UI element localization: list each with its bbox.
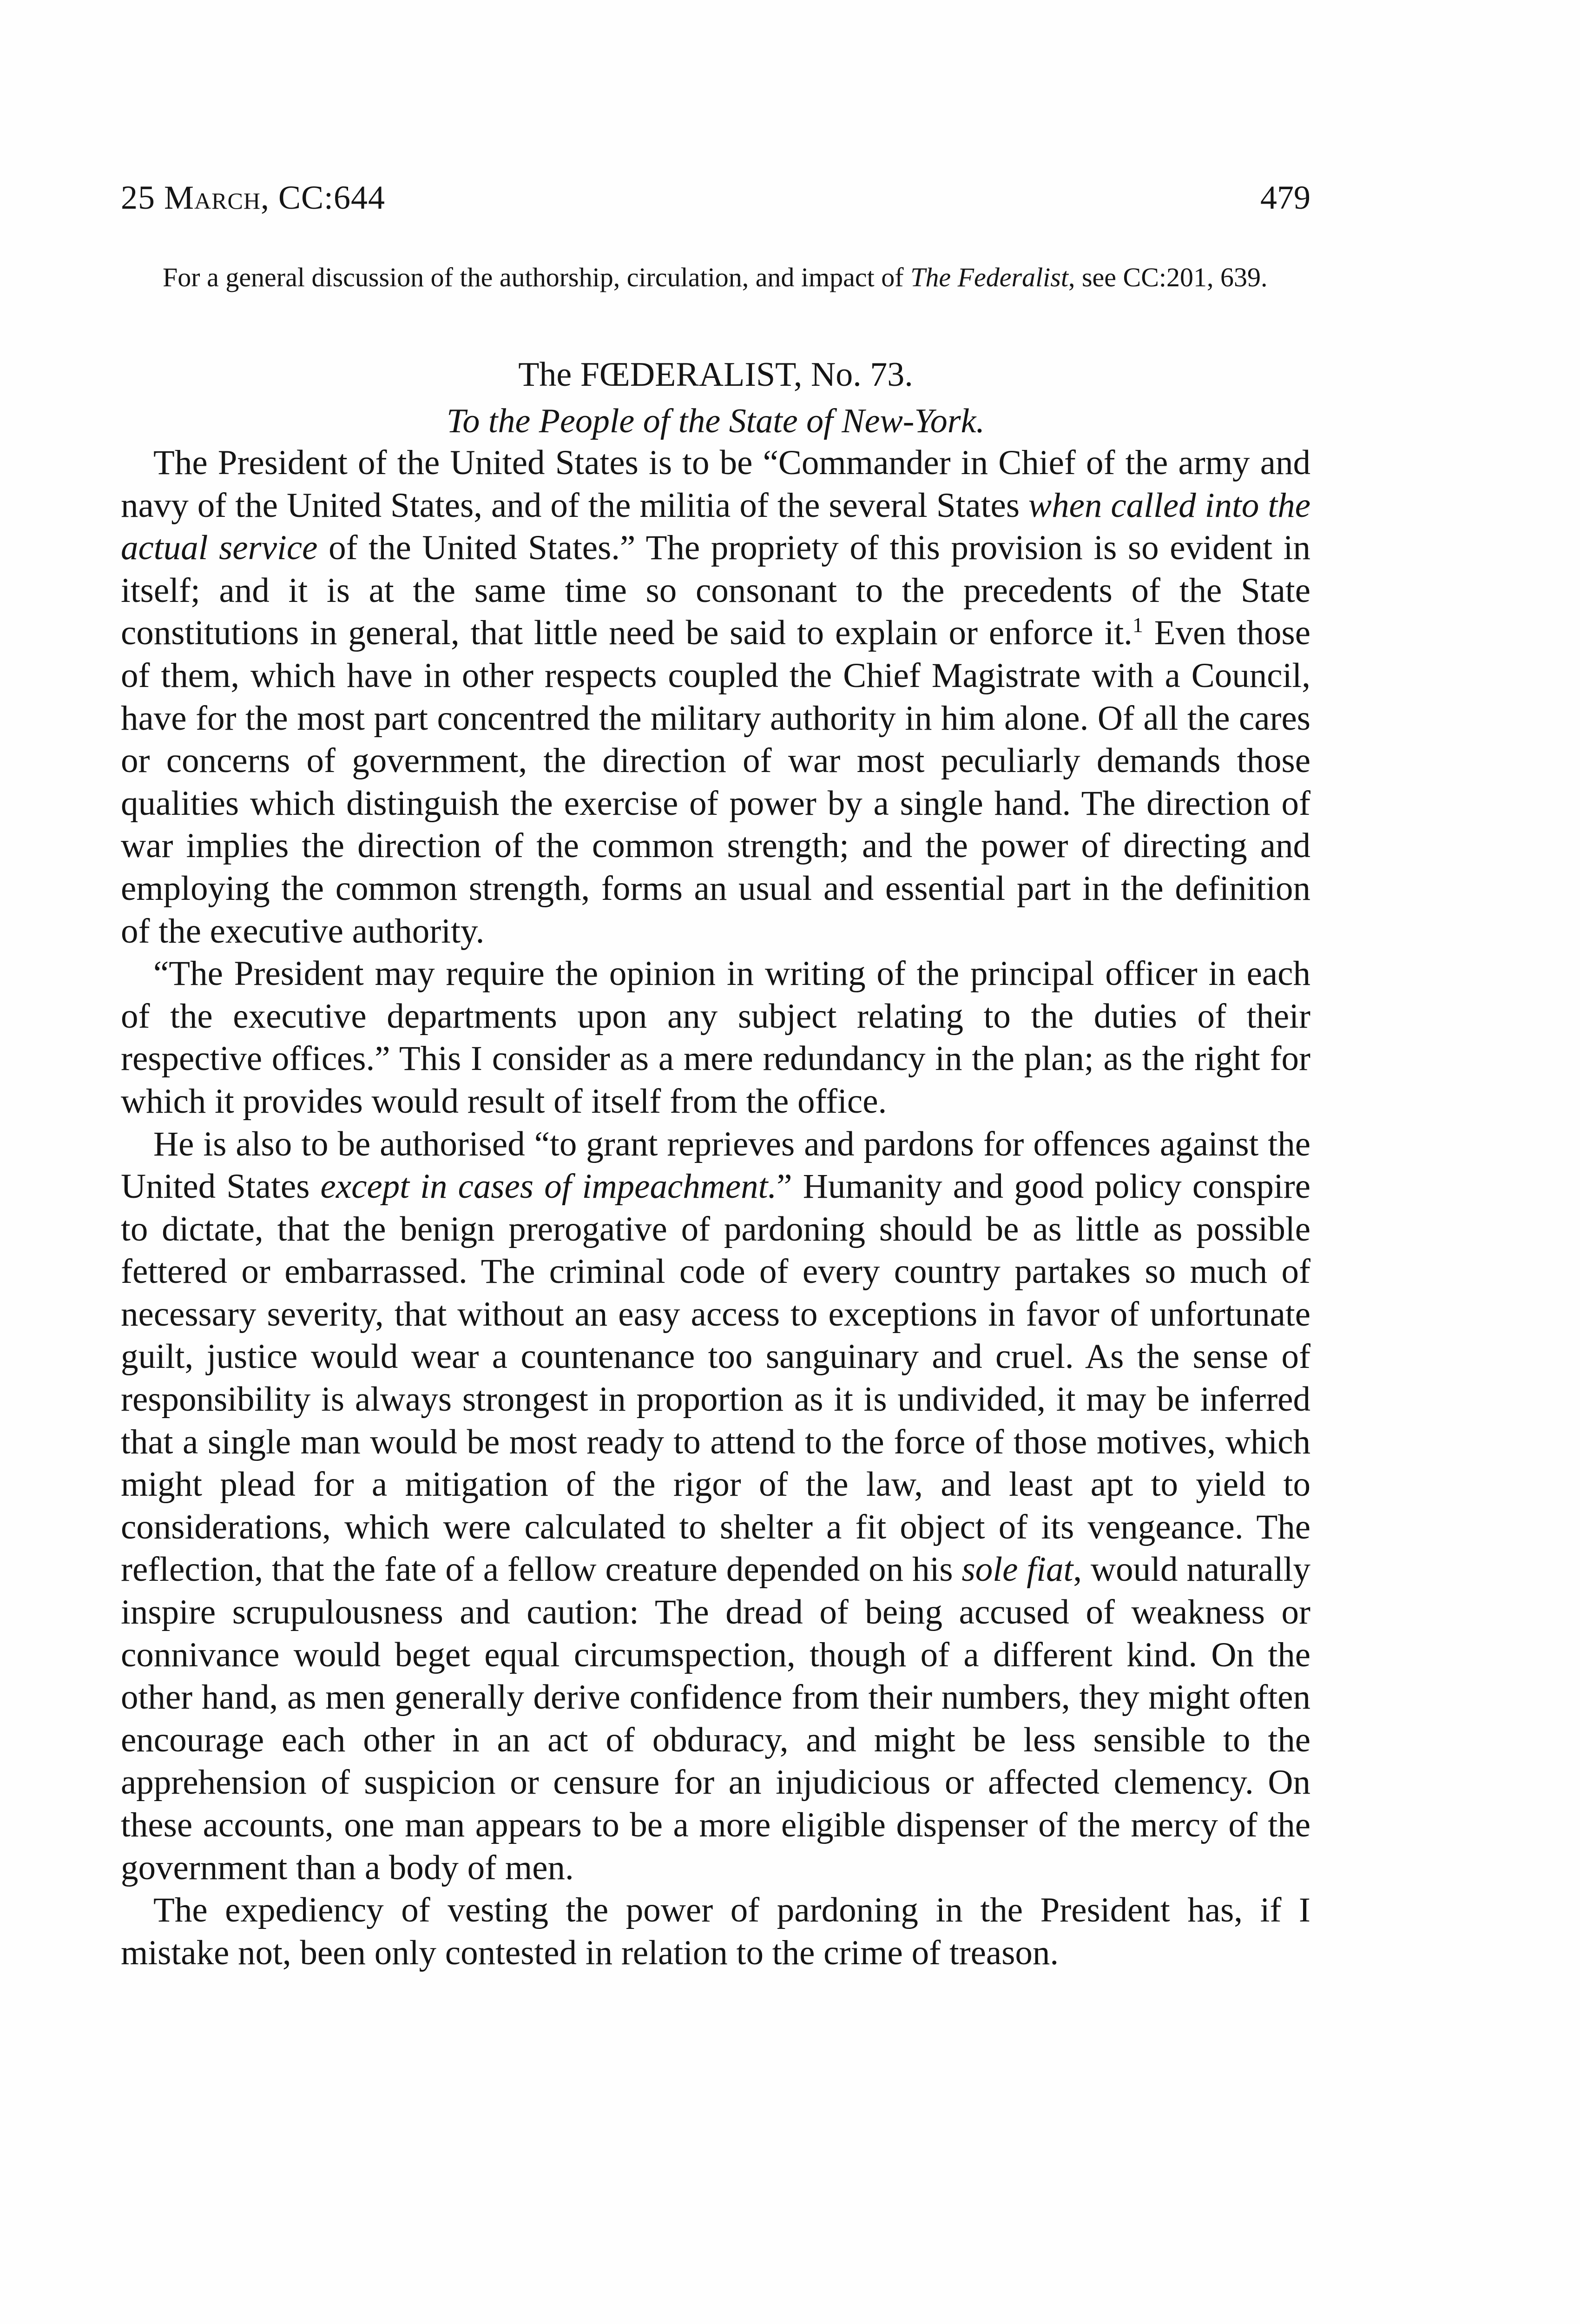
paragraph-3-text-a: He is also to be authorised “to grant reprieves and pardons for offences against the United States: [121, 1124, 1310, 1206]
editorial-headnote: [121, 260, 1310, 295]
paragraph-1-text-a: The President of the United States is to be “Commander in Chief of the army and navy of the United States, and of the militia of the several States: [121, 443, 1310, 525]
paragraph-2: “The President may require the opinion in writing of the principal officer in each of the executive departments upon any subject relating to the duties of their respective offices.” This I consider as a mere redundancy in the plan; as the right for which it provides would result of itself from the office.: [121, 954, 1310, 1121]
headnote-work-title: The Federalist: [910, 262, 1068, 292]
page-number: 479: [1260, 179, 1310, 216]
running-head-date-ref: [121, 172, 385, 223]
running-head-ref: , CC:644: [260, 179, 386, 216]
paragraph-3-text-c: ” Humanity and good policy conspire to dictate, that the benign prerogative of pardoning should be as little as possible fettered or embarrassed. The criminal code of every country partakes so much of necessary severity, that without an easy access to exceptions in favor of unfortunate guilt, justice would wear a countenance too sanguinary and cruel. As the sense of responsibility is always strongest in proportion as it is undivided, it may be inferred that a single man would be most ready to attend to the force of those motives, which might plead for a mitigation of the rigor of the law, and least apt to yield to considerations, which were calculated to shelter a fit object of its vengeance. The reflection, that the fate of a fellow creature depended on his: [121, 1167, 1310, 1589]
running-head-date-caps: 25 M: [121, 179, 195, 216]
running-head-date-smallcaps: arch: [194, 179, 261, 216]
paragraph-1: [121, 442, 1310, 952]
running-head: [121, 172, 1310, 223]
paragraph-3: [121, 1123, 1310, 1889]
paragraph-3-italic-sole-fiat: sole fiat: [961, 1550, 1073, 1589]
paragraph-3-italic-impeachment: except in cases of impeachment.: [320, 1167, 777, 1206]
footnote-marker: 1: [1132, 613, 1143, 637]
paragraph-1-text-c: of the United States.” The propriety of this provision is so evident in itself; and it is at the same time so consonant to the precedents of the State constitutions in general, that little need be said to explain or enforce it.: [121, 528, 1310, 653]
document-address: To the People of the State of New-York.: [447, 402, 985, 440]
headnote-text-after: , see CC:201, 639.: [1068, 262, 1268, 292]
document-title: The FŒDERALIST, No. 73.: [518, 356, 913, 394]
headnote-text-before: For a general discussion of the authorship, circulation, and impact of: [163, 262, 911, 292]
essay-body: [121, 442, 1310, 1974]
paragraph-1-italic: when called into the actual service: [121, 486, 1310, 568]
paragraph-3-text-e: , would naturally inspire scrupulousness and caution: The dread of being accused of weakness or connivance would beget equal circumspection, though of a different kind. On the other hand, as men generally derive confidence from their numbers, they might often encourage each other in an act of obduracy, and might be less sensible to the apprehension of suspicion or censure for an injudicious or affected clemency. On these accounts, one man appears to be a more eligible dispenser of the mercy of the government than a body of men.: [121, 1550, 1310, 1887]
paragraph-4: The expediency of vesting the power of pardoning in the President has, if I mistake not, been only contested in relation to the crime of treason.: [121, 1891, 1310, 1972]
paragraph-1-text-d: Even those of them, which have in other respects coupled the Chief Magistrate with a Council, have for the most part concentred the military authority in him alone. Of all the cares or concerns of government, the direction of war most peculiarly demands those qualities which distinguish the exercise of power by a single hand. The direction of war implies the direction of the common strength; and the power of directing and employing the common strength, forms an usual and essential part in the definition of the executive authority.: [121, 614, 1310, 951]
